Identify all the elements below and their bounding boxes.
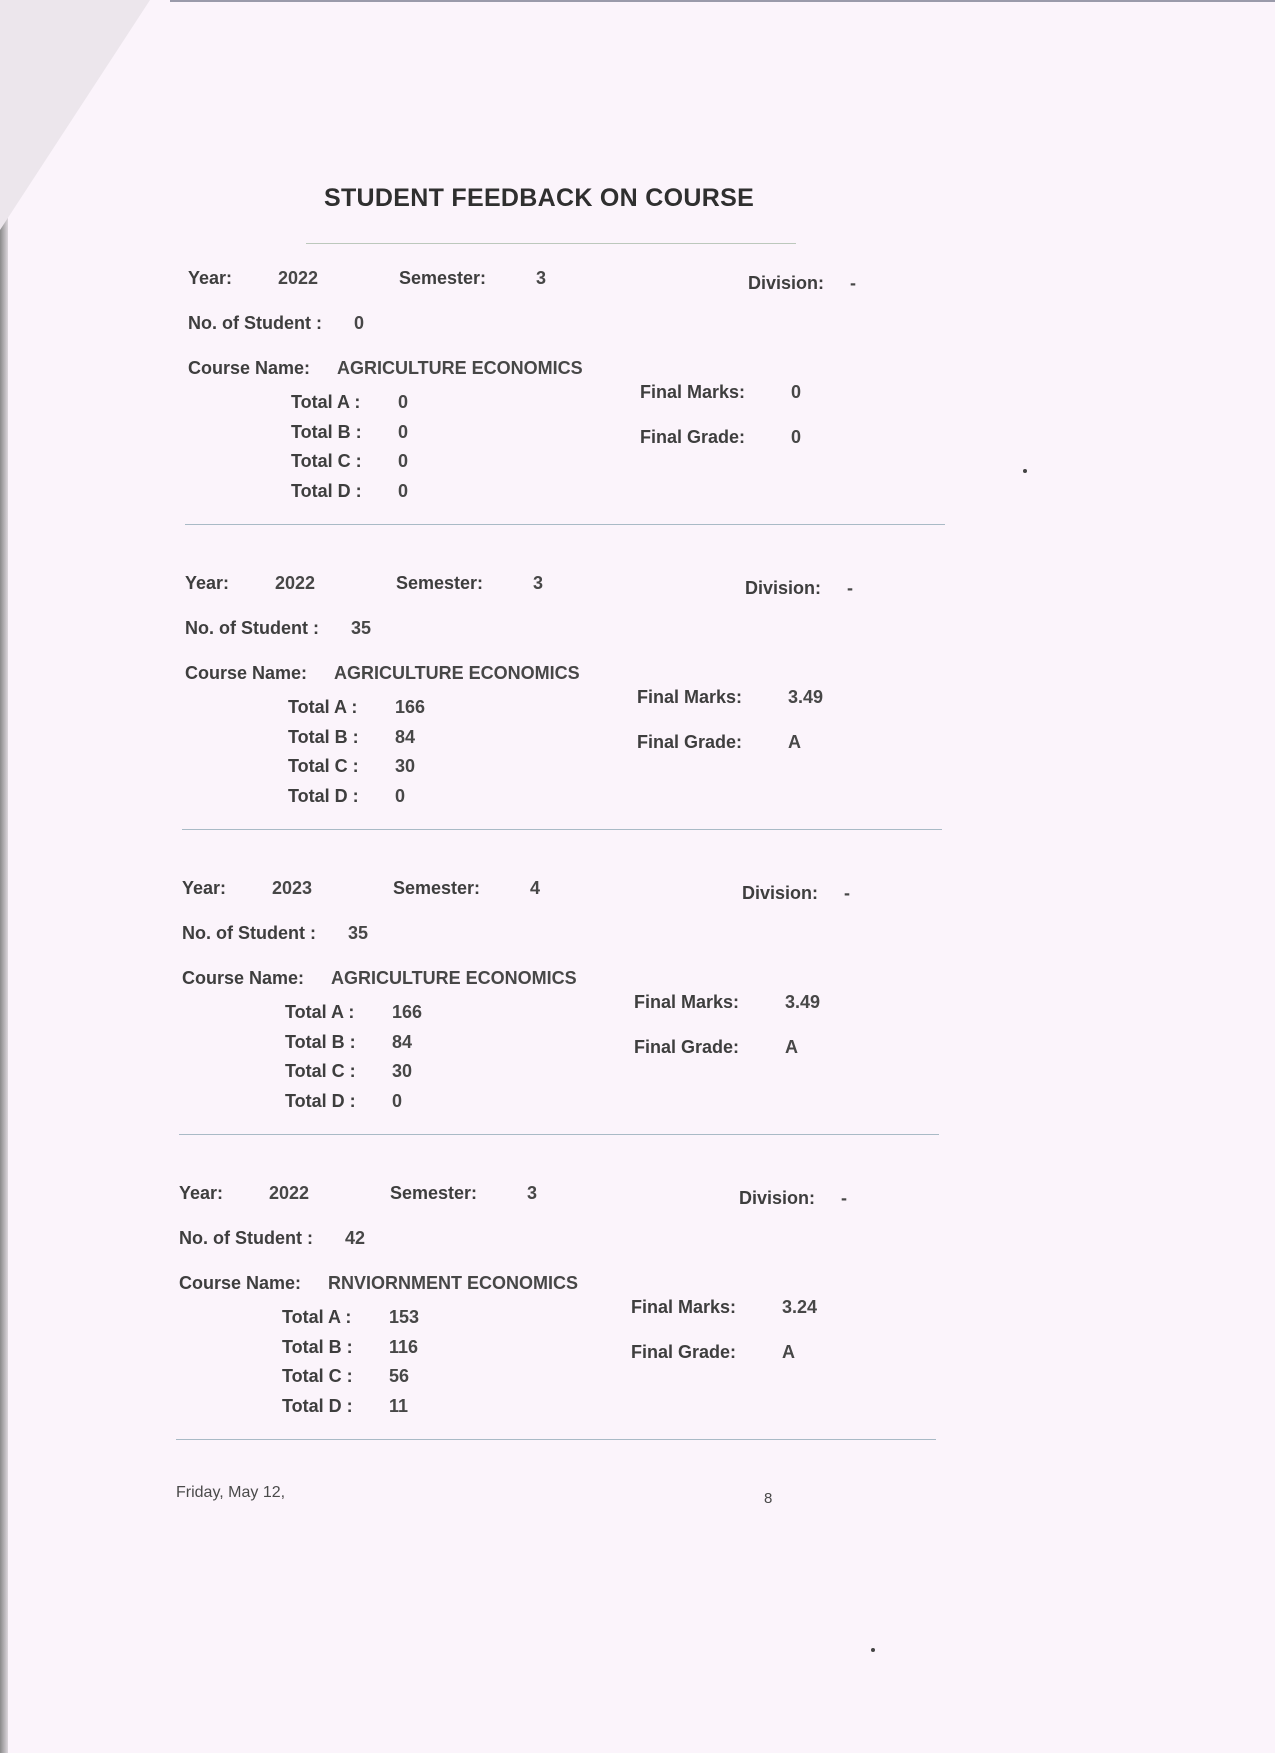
students-label: No. of Student : <box>182 923 316 943</box>
students-label: No. of Student : <box>179 1228 313 1248</box>
total-d-label: Total D : <box>285 1091 356 1111</box>
scan-corner-fold <box>0 0 150 230</box>
feedback-record <box>0 250 1275 550</box>
course-value: AGRICULTURE ECONOMICS <box>337 358 583 378</box>
course-value: AGRICULTURE ECONOMICS <box>334 663 580 683</box>
final-grade-value: 0 <box>791 427 802 447</box>
final-marks-label: Final Marks: <box>631 1297 737 1317</box>
semester-label: Semester: <box>396 573 484 593</box>
feedback-record <box>0 860 1275 1160</box>
total-b-label: Total B : <box>288 727 359 747</box>
total-d-value: 0 <box>398 481 409 501</box>
total-a-label: Total A : <box>285 1002 355 1022</box>
year-label: Year: <box>185 573 230 593</box>
record-separator <box>179 1134 939 1135</box>
final-marks-value: 3.24 <box>782 1297 818 1317</box>
division-label: Division: <box>742 883 819 903</box>
total-d-value: 0 <box>395 786 406 806</box>
total-a-value: 0 <box>398 392 409 412</box>
page-title: STUDENT FEEDBACK ON COURSE <box>324 184 755 212</box>
total-a-value: 153 <box>389 1307 420 1327</box>
title-rule <box>306 243 796 244</box>
division-label: Division: <box>739 1188 816 1208</box>
students-label: No. of Student : <box>188 313 322 333</box>
footer-date: Friday, May 12, <box>176 1484 286 1501</box>
total-b-value: 116 <box>389 1337 419 1357</box>
division-value: - <box>844 883 850 903</box>
total-d-value: 11 <box>389 1396 409 1416</box>
year-label: Year: <box>182 878 227 898</box>
record-separator <box>182 829 942 830</box>
year-value: 2023 <box>272 878 313 898</box>
division-value: - <box>850 273 856 293</box>
division-value: - <box>847 578 853 598</box>
final-marks-label: Final Marks: <box>634 992 740 1012</box>
total-a-label: Total A : <box>291 392 361 412</box>
total-c-label: Total C : <box>288 756 359 776</box>
final-marks-label: Final Marks: <box>640 382 746 402</box>
total-d-label: Total D : <box>288 786 359 806</box>
final-grade-label: Final Grade: <box>637 732 743 752</box>
final-marks-value: 3.49 <box>785 992 821 1012</box>
feedback-record <box>0 555 1275 855</box>
total-d-label: Total D : <box>291 481 362 501</box>
total-c-value: 0 <box>398 451 409 471</box>
total-b-value: 0 <box>398 422 409 442</box>
total-b-value: 84 <box>395 727 416 747</box>
total-c-value: 30 <box>392 1061 413 1081</box>
students-value: 42 <box>345 1228 366 1248</box>
total-d-label: Total D : <box>282 1396 353 1416</box>
division-label: Division: <box>748 273 825 293</box>
final-grade-label: Final Grade: <box>634 1037 740 1057</box>
course-value: RNVIORNMENT ECONOMICS <box>328 1273 579 1293</box>
course-label: Course Name: <box>182 968 305 988</box>
total-a-label: Total A : <box>288 697 358 717</box>
total-a-label: Total A : <box>282 1307 352 1327</box>
final-marks-value: 0 <box>791 382 802 402</box>
course-label: Course Name: <box>188 358 311 378</box>
semester-label: Semester: <box>399 268 487 288</box>
record-separator <box>176 1439 936 1440</box>
total-c-label: Total C : <box>282 1366 353 1386</box>
record-separator <box>185 524 945 525</box>
course-value: AGRICULTURE ECONOMICS <box>331 968 577 988</box>
total-b-label: Total B : <box>291 422 362 442</box>
total-c-value: 56 <box>389 1366 410 1386</box>
feedback-record <box>0 1165 1275 1465</box>
course-label: Course Name: <box>185 663 308 683</box>
students-value: 0 <box>354 313 365 333</box>
scan-speck <box>1023 469 1027 473</box>
total-b-value: 84 <box>392 1032 413 1052</box>
total-c-label: Total C : <box>291 451 362 471</box>
semester-label: Semester: <box>393 878 481 898</box>
final-grade-value: A <box>785 1037 798 1057</box>
final-marks-label: Final Marks: <box>637 687 743 707</box>
year-value: 2022 <box>278 268 319 288</box>
year-label: Year: <box>188 268 233 288</box>
scan-speck <box>871 1648 875 1652</box>
top-rule <box>170 0 1275 2</box>
total-c-label: Total C : <box>285 1061 356 1081</box>
total-a-value: 166 <box>392 1002 423 1022</box>
total-b-label: Total B : <box>285 1032 356 1052</box>
students-value: 35 <box>351 618 372 638</box>
final-marks-value: 3.49 <box>788 687 824 707</box>
total-d-value: 0 <box>392 1091 403 1111</box>
semester-value: 3 <box>536 268 547 288</box>
final-grade-value: A <box>782 1342 795 1362</box>
final-grade-label: Final Grade: <box>640 427 746 447</box>
year-value: 2022 <box>269 1183 310 1203</box>
year-label: Year: <box>179 1183 224 1203</box>
division-label: Division: <box>745 578 822 598</box>
students-label: No. of Student : <box>185 618 319 638</box>
final-grade-value: A <box>788 732 801 752</box>
semester-value: 3 <box>533 573 544 593</box>
final-grade-label: Final Grade: <box>631 1342 737 1362</box>
division-value: - <box>841 1188 847 1208</box>
semester-value: 4 <box>530 878 541 898</box>
total-a-value: 166 <box>395 697 426 717</box>
page-number: 8 <box>764 1490 773 1507</box>
year-value: 2022 <box>275 573 316 593</box>
semester-label: Semester: <box>390 1183 478 1203</box>
total-c-value: 30 <box>395 756 416 776</box>
semester-value: 3 <box>527 1183 538 1203</box>
students-value: 35 <box>348 923 369 943</box>
total-b-label: Total B : <box>282 1337 353 1357</box>
course-label: Course Name: <box>179 1273 302 1293</box>
